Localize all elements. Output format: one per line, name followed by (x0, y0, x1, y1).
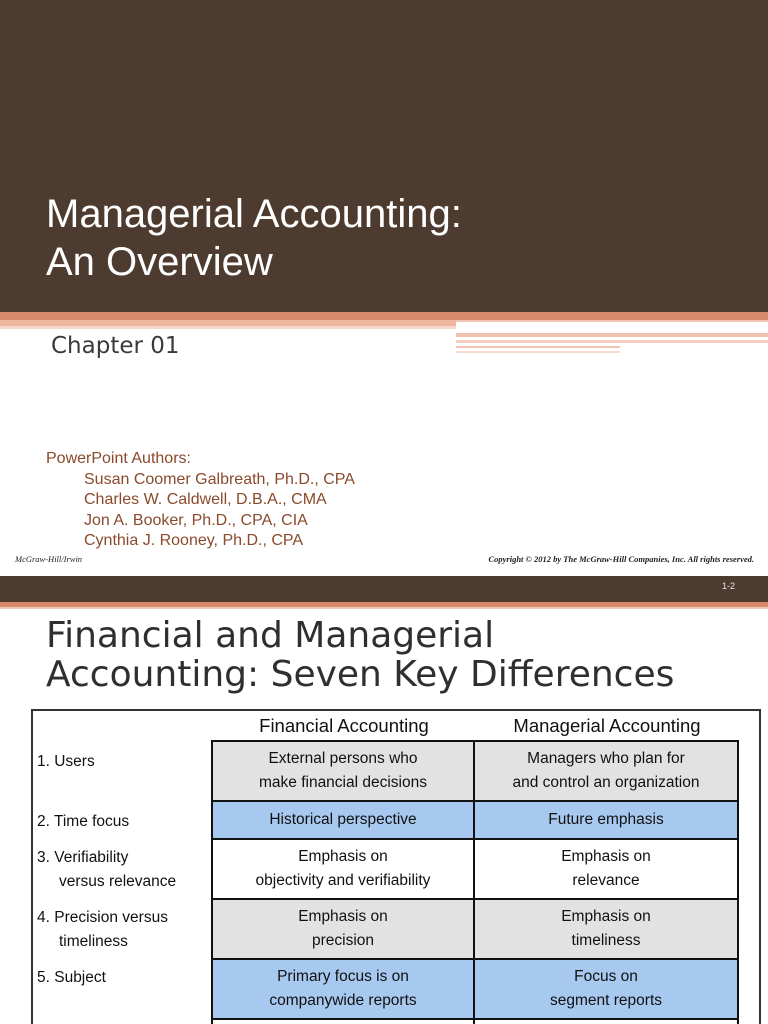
authors-heading: PowerPoint Authors: (46, 450, 191, 467)
authors-block (46, 449, 355, 552)
table-cell-managerial (473, 800, 739, 840)
accent-stripe (456, 346, 620, 348)
row-label-line: versus relevance (59, 873, 177, 890)
table-cell-managerial (473, 1018, 739, 1024)
row-label (37, 966, 106, 990)
table-cell-financial (211, 898, 475, 960)
differences-slide (0, 576, 768, 1024)
cell-text: Managers who plan for (527, 750, 685, 767)
accent-stripe (0, 607, 768, 609)
column-header-managerial: Managerial Accounting (513, 715, 701, 736)
row-label-line: 3. Verifiability (37, 849, 129, 866)
cell-text: companywide reports (269, 992, 417, 1009)
table-cell-managerial (473, 898, 739, 960)
row-label-line: 5. Subject (37, 969, 106, 986)
table-cell-financial (211, 958, 475, 1020)
accent-stripe (0, 312, 768, 320)
table-cell-financial (211, 1018, 475, 1024)
cell-text: relevance (572, 872, 640, 889)
header-band (0, 576, 768, 602)
table-cell-financial (211, 800, 475, 840)
cell-text: Future emphasis (548, 811, 664, 828)
column-header-financial: Financial Accounting (259, 715, 429, 736)
row-label-line: 2. Time focus (37, 813, 130, 830)
cell-text: Historical perspective (269, 811, 417, 828)
cell-text: and control an organization (512, 774, 700, 791)
cell-text: make financial decisions (258, 774, 427, 791)
cell-text: Primary focus is on (277, 968, 409, 985)
row-label-line: 1. Users (37, 753, 95, 770)
differences-table (31, 709, 761, 1024)
row-label (37, 846, 176, 894)
accent-stripe (456, 351, 620, 353)
cell-text: Emphasis on (298, 848, 388, 865)
row-label (37, 906, 168, 954)
accent-stripe (0, 326, 456, 329)
publisher-footer: McGraw-Hill/Irwin (15, 554, 83, 564)
slide-title (46, 190, 462, 286)
row-label (37, 810, 129, 834)
row-label-line: timeliness (59, 933, 128, 950)
accent-stripe (456, 340, 768, 343)
page-number: 1-2 (721, 581, 735, 591)
cell-text: Emphasis on (561, 908, 651, 925)
row-label (37, 750, 95, 774)
table-cell-managerial (473, 838, 739, 900)
slide-title-line2: Accounting: Seven Key Differences (46, 654, 675, 695)
cell-text: timeliness (571, 932, 641, 949)
cell-text: Emphasis on (561, 848, 651, 865)
slide-title-line1: Managerial Accounting: (46, 192, 462, 236)
author-name: Susan Coomer Galbreath, Ph.D., CPA (84, 470, 355, 488)
slide-title-line1: Financial and Managerial (46, 615, 495, 656)
cell-text: External persons who (268, 750, 418, 767)
accent-stripe (456, 333, 768, 337)
author-name: Jon A. Booker, Ph.D., CPA, CIA (84, 511, 308, 529)
table-cell-managerial (473, 958, 739, 1020)
table-cell-financial (211, 838, 475, 900)
author-name: Charles W. Caldwell, D.B.A., CMA (84, 491, 327, 508)
author-name: Cynthia J. Rooney, Ph.D., CPA (84, 532, 304, 549)
slide-title-line2: An Overview (46, 240, 273, 284)
accent-stripe (456, 320, 768, 322)
cell-text: precision (311, 932, 374, 949)
cell-text: segment reports (550, 992, 662, 1009)
copyright-footer: Copyright © 2012 by The McGraw-Hill Companies, Inc. All rights reserved. (488, 554, 754, 564)
table-cell-managerial (473, 740, 739, 802)
row-label-line: 4. Precision versus (37, 909, 168, 926)
cell-text: Focus on (574, 968, 638, 985)
slide-title (46, 616, 674, 694)
chapter-label: Chapter 01 (51, 333, 180, 359)
cell-text: objectivity and verifiability (255, 872, 431, 889)
table-cell-financial (211, 740, 475, 802)
cell-text: Emphasis on (298, 908, 388, 925)
